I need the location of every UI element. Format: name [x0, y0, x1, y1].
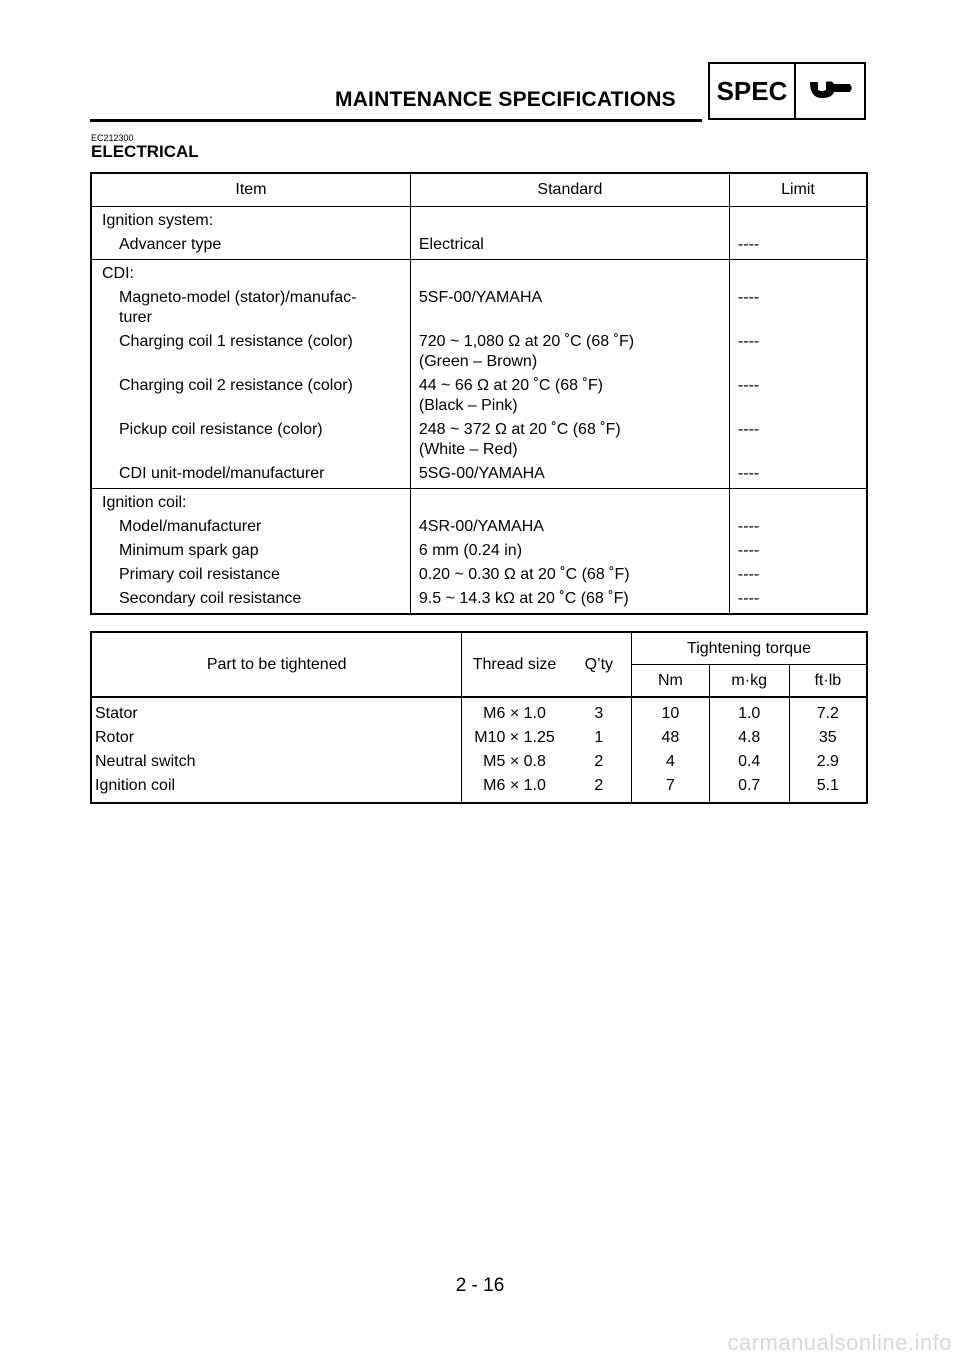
limit-cell: ----	[737, 566, 760, 583]
table-row	[91, 460, 867, 489]
group-label: CDI:	[91, 260, 410, 285]
item-cell: Secondary coil resistance	[91, 585, 410, 614]
standard-cell: 5SF-00/YAMAHA	[410, 284, 729, 328]
item-cell: Charging coil 1 resistance (color)	[91, 328, 410, 372]
qty-cell: 1	[567, 726, 632, 750]
item-cell: Primary coil resistance	[91, 561, 410, 585]
electrical-spec-table	[90, 172, 868, 615]
table-row	[91, 513, 867, 537]
table-header-row	[91, 173, 867, 207]
header-standard: Standard	[410, 173, 729, 207]
item-line: Magneto-model (stator)/manufac-	[119, 289, 357, 306]
nm-cell: 10	[632, 697, 710, 726]
group-header-row	[91, 489, 867, 514]
item-cell: Pickup coil resistance (color)	[91, 416, 410, 460]
mkg-cell: 1.0	[709, 697, 789, 726]
ftlb-cell: 5.1	[816, 777, 839, 794]
table-header-row	[91, 632, 867, 665]
thread-cell: M6 × 1.0	[483, 777, 546, 794]
torque-spec-table	[90, 631, 868, 804]
limit-cell: ----	[737, 333, 760, 350]
part-cell: Rotor	[91, 726, 462, 750]
header-qty: Q’ty	[567, 632, 632, 697]
part-cell: Stator	[91, 697, 462, 726]
group-label: Ignition coil:	[91, 489, 410, 514]
standard-cell: Electrical	[410, 231, 729, 260]
watermark: carmanualsonline.info	[727, 1330, 952, 1355]
limit-cell: ----	[737, 377, 760, 394]
table-row	[91, 750, 867, 774]
table-row	[91, 697, 867, 726]
limit-cell: ----	[737, 465, 760, 482]
group-header-row	[91, 260, 867, 285]
nm-cell: 4	[632, 750, 710, 774]
qty-cell: 2	[567, 750, 632, 774]
standard-cell: 6 mm (0.24 in)	[410, 537, 729, 561]
ftlb-cell: 35	[818, 729, 837, 746]
standard-cell	[410, 328, 729, 372]
title-rule	[90, 119, 702, 122]
spec-badge-label: SPEC	[710, 64, 796, 118]
item-cell: Minimum spark gap	[91, 537, 410, 561]
nm-cell: 7	[632, 774, 710, 803]
standard-line: (Black – Pink)	[418, 397, 518, 414]
header-nm: Nm	[632, 665, 710, 698]
table-row	[91, 585, 867, 614]
thread-cell: M10 × 1.25	[474, 729, 555, 746]
table-row	[91, 774, 867, 803]
item-line: turer	[119, 309, 152, 326]
table-row	[91, 726, 867, 750]
part-cell: Neutral switch	[91, 750, 462, 774]
header-thread-size: Thread size	[462, 632, 567, 697]
table-row	[91, 284, 867, 328]
standard-cell: 5SG-00/YAMAHA	[410, 460, 729, 489]
table-row	[91, 328, 867, 372]
standard-cell	[410, 372, 729, 416]
section-code: EC212300	[91, 133, 134, 143]
item-cell: Model/manufacturer	[91, 513, 410, 537]
standard-cell	[410, 416, 729, 460]
qty-cell: 3	[567, 697, 632, 726]
limit-cell: ----	[737, 518, 760, 535]
table-row	[91, 231, 867, 260]
group-header-row	[91, 207, 867, 232]
limit-cell: ----	[737, 289, 760, 306]
thread-cell: M5 × 0.8	[483, 753, 546, 770]
standard-line: (Green – Brown)	[418, 353, 538, 370]
item-cell: Advancer type	[91, 231, 410, 260]
standard-line: 248 ~ 372 Ω at 20 ˚C (68 ˚F)	[418, 421, 621, 438]
standard-cell: 9.5 ~ 14.3 kΩ at 20 ˚C (68 ˚F)	[410, 585, 729, 614]
table-row	[91, 561, 867, 585]
section-title: ELECTRICAL	[91, 142, 199, 161]
ftlb-cell: 2.9	[816, 753, 839, 770]
nm-cell: 48	[632, 726, 710, 750]
header-mkg: m·kg	[709, 665, 789, 698]
spec-badge	[708, 62, 866, 120]
table-row	[91, 372, 867, 416]
page-title: MAINTENANCE SPECIFICATIONS	[335, 88, 676, 111]
thread-cell: M6 × 1.0	[483, 705, 546, 722]
table-row	[91, 416, 867, 460]
item-cell	[91, 284, 410, 328]
wrench-icon	[796, 64, 864, 118]
header-item: Item	[91, 173, 410, 207]
limit-cell: ----	[737, 236, 760, 253]
header-tightening-torque: Tightening torque	[632, 632, 868, 665]
standard-line: (White – Red)	[418, 441, 518, 458]
mkg-cell: 0.7	[709, 774, 789, 803]
standard-line: 44 ~ 66 Ω at 20 ˚C (68 ˚F)	[418, 377, 603, 394]
header-ftlb: ft·lb	[789, 665, 867, 698]
item-cell: Charging coil 2 resistance (color)	[91, 372, 410, 416]
limit-cell: ----	[737, 542, 760, 559]
standard-line: 720 ~ 1,080 Ω at 20 ˚C (68 ˚F)	[418, 333, 635, 350]
table-row	[91, 537, 867, 561]
limit-cell: ----	[737, 590, 760, 607]
mkg-cell: 0.4	[709, 750, 789, 774]
ftlb-cell: 7.2	[816, 705, 839, 722]
qty-cell: 2	[567, 774, 632, 803]
page-number: 2 - 16	[455, 1275, 505, 1296]
group-label: Ignition system:	[91, 207, 410, 232]
limit-cell: ----	[737, 421, 760, 438]
item-cell: CDI unit-model/manufacturer	[91, 460, 410, 489]
standard-cell: 4SR-00/YAMAHA	[410, 513, 729, 537]
standard-cell: 0.20 ~ 0.30 Ω at 20 ˚C (68 ˚F)	[410, 561, 729, 585]
part-cell: Ignition coil	[91, 774, 462, 803]
mkg-cell: 4.8	[709, 726, 789, 750]
header-part: Part to be tightened	[91, 632, 462, 697]
header-limit: Limit	[729, 173, 867, 207]
